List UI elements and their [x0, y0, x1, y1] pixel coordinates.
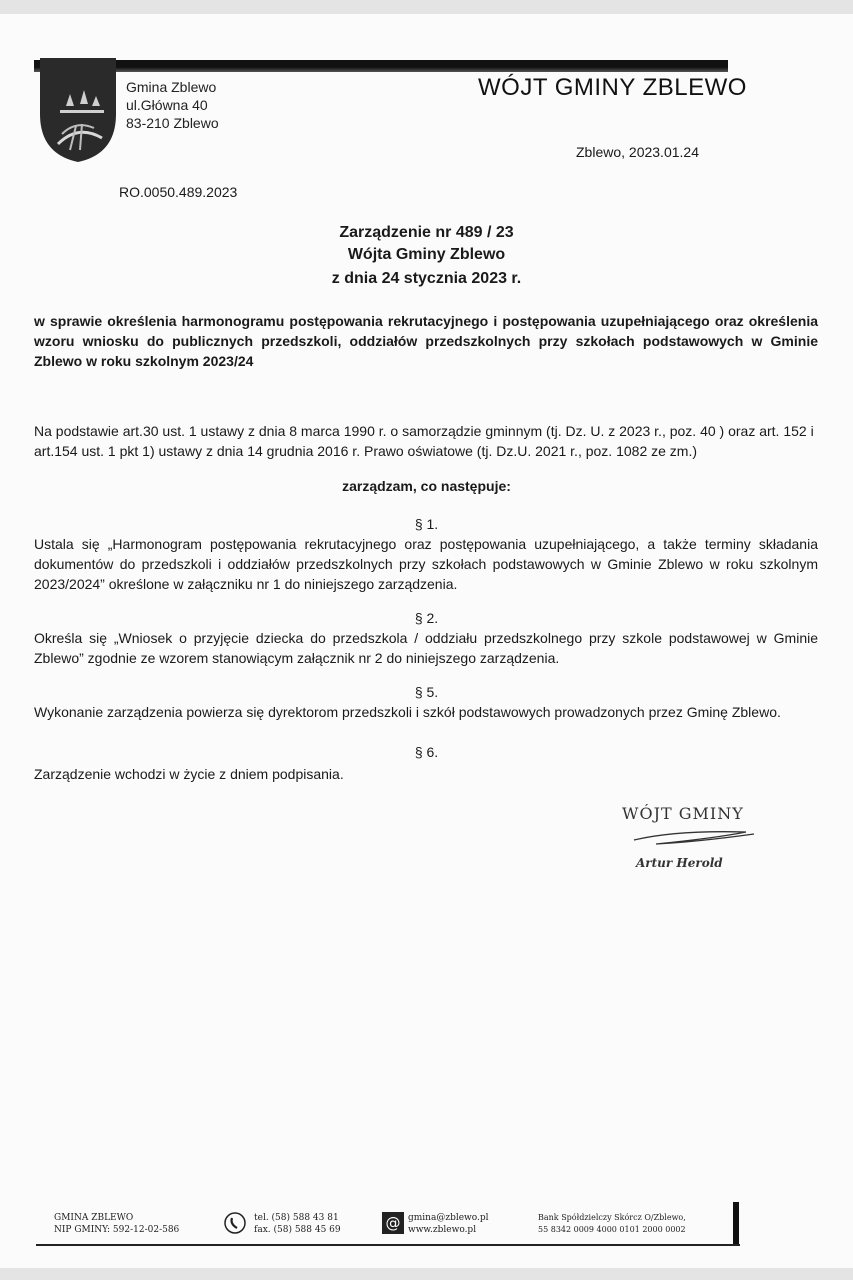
org-name: Gmina Zblewo [126, 79, 217, 95]
header-bar [34, 60, 728, 72]
signature-scribble-icon [596, 804, 776, 864]
signature-stamp [596, 804, 776, 884]
stamp-title: WÓJT GMINY [622, 804, 744, 823]
subject-text: w sprawie określenia harmonogramu postępowania rekrutacyjnego i postępowania uzupełniającego oraz określenia wzoru wniosku do publicznych przedszkoli, oddziałów przedszkolnych przy szkołach podstawowych w Gminie Zblewo w roku szkolnym 2023/24 [34, 313, 818, 369]
place-date: Zblewo, 2023.01.24 [576, 144, 699, 160]
footer-email: gmina@zblewo.pl [408, 1213, 489, 1223]
svg-text:@: @ [385, 1214, 401, 1232]
footer-account: 55 8342 0009 4000 0101 2000 0002 [538, 1225, 686, 1234]
email-icon [382, 1212, 404, 1234]
legal-basis: Na podstawie art.30 ust. 1 ustawy z dnia 8 marca 1990 r. o samorządzie gminnym (tj. Dz. U. z 2023 r., poz. 40 ) oraz art. 152 i art.154 ust. 1 pkt 1) ustawy z dnia 14 grudnia 2016 r. Prawo oświatowe (tj. Dz.U. 2021 r., poz. 1082 ze zm.) [34, 423, 814, 459]
footer-www: www.zblewo.pl [408, 1225, 477, 1235]
organization-address [126, 78, 219, 132]
footer [0, 1202, 853, 1262]
footer-nip: NIP GMINY: 592-12-02-586 [54, 1225, 180, 1235]
paragraph-text: Wykonanie zarządzenia powierza się dyrektorom przedszkoli i szkół podstawowych prowadzonych przez Gminę Zblewo. [34, 704, 781, 720]
paragraph-text: Ustala się „Harmonogram postępowania rekrutacyjnego oraz postępowania uzupełniającego, a także terminy składania dokumentów do przedszkoli i oddziałów przedszkolnych przy szkołach podstawowych w Gminie Zblewo w roku szkolnym 2023/2024” określone w załączniku nr 1 do niniejszego zarządzenia. [34, 536, 818, 592]
heading-line-1: Zarządzenie nr 489 / 23 [339, 224, 514, 241]
footer-rule [36, 1244, 740, 1246]
paragraph-number: § 6. [414, 744, 439, 760]
footer-org: GMINA ZBLEWO [54, 1213, 134, 1223]
document-page [0, 14, 853, 1268]
signatory-name: Artur Herold [636, 856, 723, 870]
phone-icon [224, 1212, 246, 1234]
org-postal: 83-210 Zblewo [126, 115, 219, 131]
paragraph-number: § 1. [414, 516, 439, 532]
paragraph-text: Określa się „Wniosek o przyjęcie dziecka do przedszkola / oddziału przedszkolnego przy szkole podstawowej w Gminie Zblewo” zgodnie ze wzorem stanowiącym załącznik nr 2 do niniejszego zarządzenia. [34, 630, 818, 666]
footer-bank: Bank Spółdzielczy Skórcz O/Zblewo, [538, 1213, 686, 1222]
paragraph-number: § 5. [414, 684, 439, 700]
org-street: ul.Główna 40 [126, 97, 208, 113]
paragraph-number: § 2. [414, 610, 439, 626]
footer-bar [733, 1202, 739, 1244]
reference-number: RO.0050.489.2023 [119, 184, 238, 200]
footer-tel: tel. (58) 588 43 81 [254, 1213, 339, 1223]
heading-line-2: Wójta Gminy Zblewo [347, 246, 506, 263]
heading-line-3: z dnia 24 stycznia 2023 r. [331, 270, 522, 287]
office-title: WÓJT GMINY ZBLEWO [478, 74, 747, 101]
coat-of-arms-icon [36, 54, 118, 164]
paragraph-text: Zarządzenie wchodzi w życie z dniem podpisania. [34, 766, 344, 782]
footer-fax: fax. (58) 588 45 69 [254, 1225, 341, 1235]
decree-statement: zarządzam, co następuje: [342, 478, 511, 494]
